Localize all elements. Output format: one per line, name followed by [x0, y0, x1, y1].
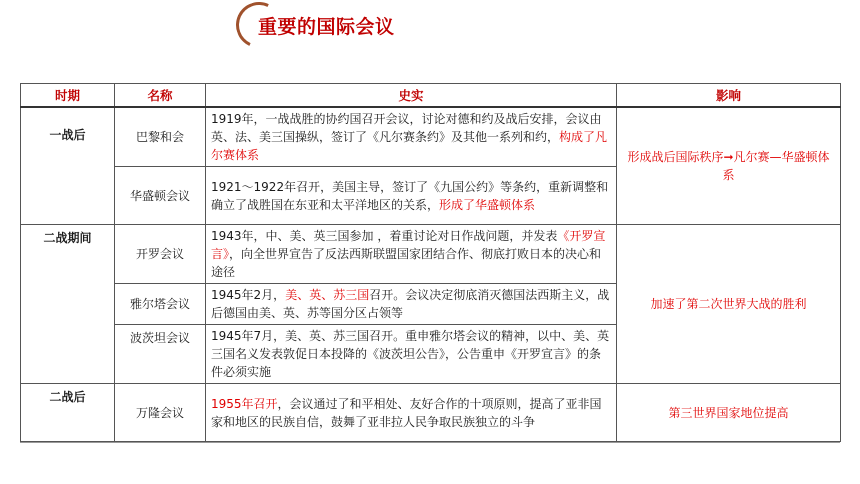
conference-name: 巴黎和会 [115, 107, 206, 167]
period-cell: 二战后 [21, 384, 115, 442]
header-impact: 影响 [617, 84, 841, 108]
fact-cell: 1943年，中、美、英三国参加 ，着重讨论对日作战问题，并发表《开罗宣言》，向全世界宣告了反法西斯联盟国家团结合作、彻底打败日本的决心和途径 [206, 225, 617, 284]
impact-cell: 加速了第二次世界大战的胜利 [617, 225, 841, 384]
header-period: 时期 [21, 84, 115, 108]
fact-cell: 1921～1922年召开，美国主导，签订了《九国公约》等条约，重新调整和确立了战胜国在东亚和太平洋地区的关系，形成了华盛顿体系 [206, 167, 617, 225]
table-row [21, 107, 841, 167]
table-row [21, 225, 841, 284]
fact-cell: 1955年召开，会议通过了和平相处、友好合作的十项原则，提高了亚非国家和地区的民族自信，鼓舞了亚非拉人民争取民族独立的斗争 [206, 384, 617, 442]
conference-name: 万隆会议 [115, 384, 206, 442]
conference-name: 开罗会议 [115, 225, 206, 284]
conference-name: 雅尔塔会议 [115, 284, 206, 325]
fact-cell: 1945年2月，美、英、苏三国召开。会议决定彻底消灭德国法西斯主义，战后德国由美、英、苏等国分区占领等 [206, 284, 617, 325]
page-title: 重要的国际会议 [258, 16, 395, 38]
period-cell: 二战期间 [21, 225, 115, 384]
bottom-divider [20, 442, 840, 443]
fact-cell: 1945年7月，美、英、苏三国召开。重申雅尔塔会议的精神，以中、美、英三国名义发表敦促日本投降的《波茨坦公告》，公告重申《开罗宣言》的条件必须实施 [206, 325, 617, 384]
conference-name: 华盛顿会议 [115, 167, 206, 225]
period-cell: 一战后 [21, 107, 115, 225]
table-header-row [21, 84, 841, 108]
table-row [21, 384, 841, 442]
impact-cell: 第三世界国家地位提高 [617, 384, 841, 442]
header-name: 名称 [115, 84, 206, 108]
conference-name: 波茨坦会议 [115, 325, 206, 384]
header-fact: 史实 [206, 84, 617, 108]
impact-cell: 形成战后国际秩序➞凡尔赛—华盛顿体系 [617, 107, 841, 225]
fact-cell: 1919年，一战战胜的协约国召开会议，讨论对德和约及战后安排，会议由英、法、美三国操纵，签订了《凡尔赛条约》及其他一系列和约，构成了凡尔赛体系 [206, 107, 617, 167]
conference-table [20, 83, 841, 442]
